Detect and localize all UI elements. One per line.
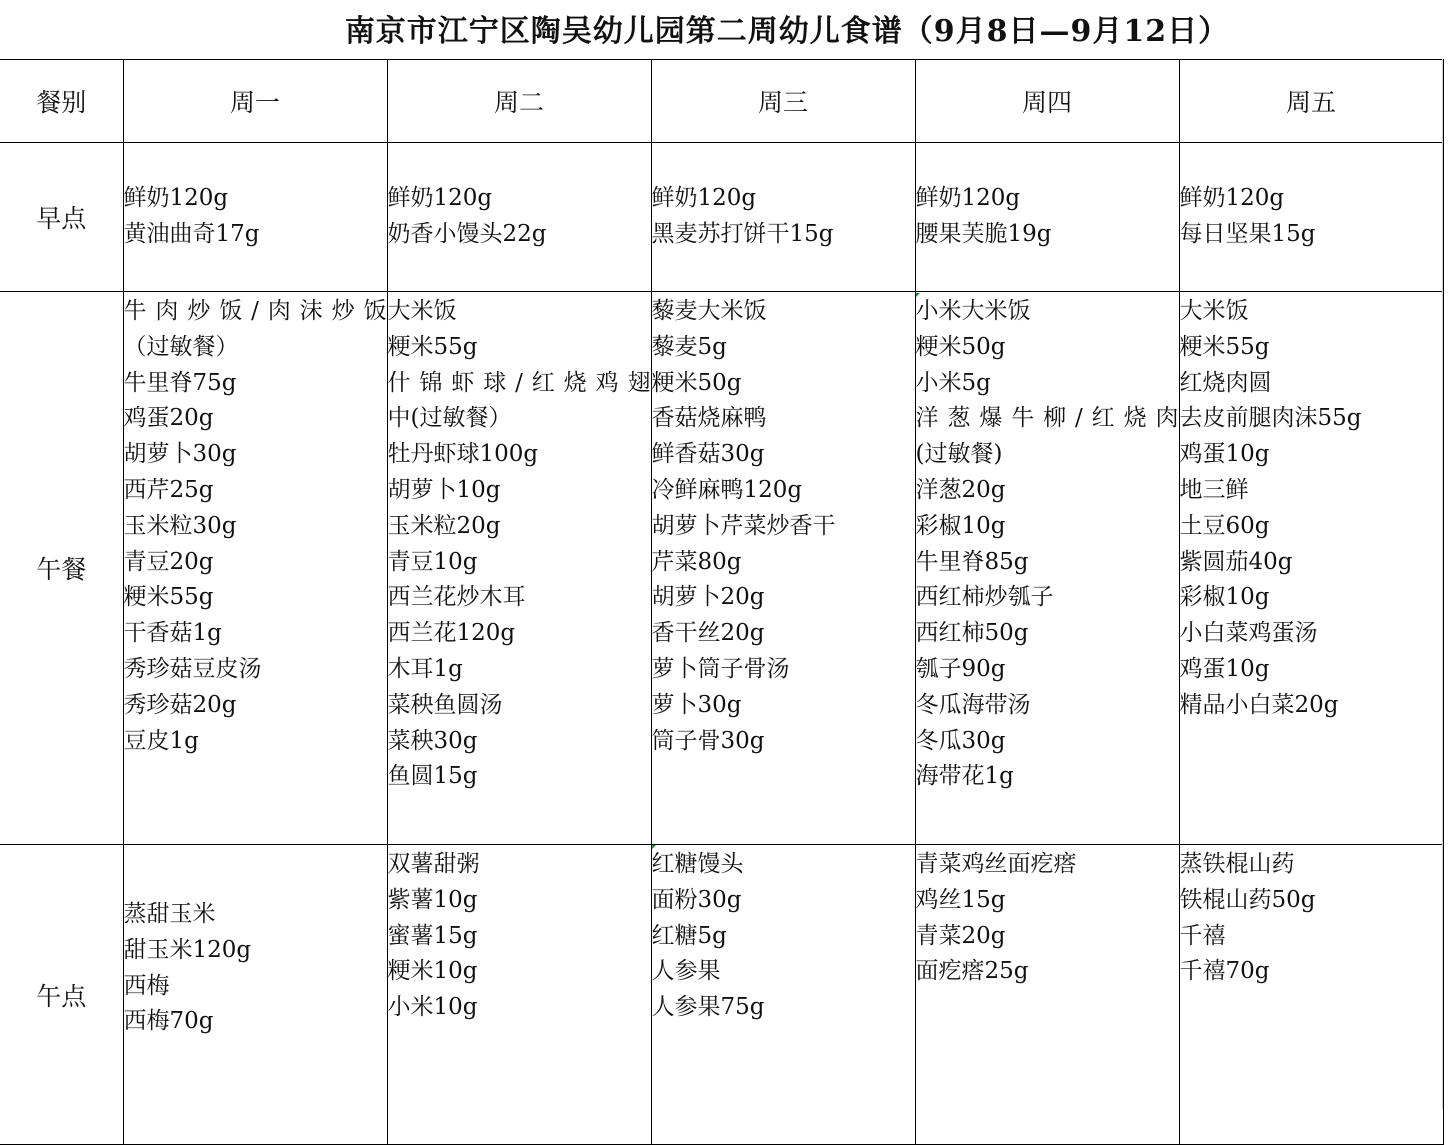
page-title xyxy=(0,10,1454,54)
sheet-gridline xyxy=(1442,59,1443,1109)
menu-item: 青菜20g xyxy=(915,922,1006,949)
menu-item: 牡丹虾球100g xyxy=(387,441,539,468)
menu-cell xyxy=(651,143,915,292)
menu-cell xyxy=(1179,143,1443,292)
menu-item: 青豆20g xyxy=(123,548,214,575)
menu-item: 玉米粒20g xyxy=(387,512,501,539)
menu-item: 大米饭 xyxy=(1179,298,1249,324)
menu-item: 地三鲜 xyxy=(1179,476,1249,503)
menu-item: 洋葱20g xyxy=(915,476,1006,503)
header-row xyxy=(0,60,1443,143)
menu-item: 鸡蛋10g xyxy=(1179,655,1270,682)
menu-item: 小米10g xyxy=(387,994,478,1021)
menu-item: 人参果 xyxy=(651,958,721,985)
menu-item: 小米大米饭 xyxy=(915,298,1031,324)
menu-cell xyxy=(915,292,1179,845)
menu-item: 西梅70g xyxy=(123,1008,214,1035)
menu-item: （过敏餐） xyxy=(123,333,239,360)
menu-item: 精品小白菜20g xyxy=(1179,691,1339,718)
menu-item: 鲜奶120g xyxy=(915,185,1021,212)
menu-item: 青豆10g xyxy=(387,548,478,575)
menu-item: 去皮前腿肉沫55g xyxy=(1179,405,1362,432)
menu-item: 鸡蛋20g xyxy=(123,405,214,432)
menu-item: 香菇烧麻鸭 xyxy=(651,405,767,432)
header-meal: 餐别 xyxy=(0,60,123,143)
meal-label-snack: 午点 xyxy=(0,845,123,1145)
menu-item: 大米饭 xyxy=(387,298,457,324)
menu-item: 每日坚果15g xyxy=(1179,221,1316,247)
menu-item: 彩椒10g xyxy=(1179,584,1270,611)
menu-item: 人参果75g xyxy=(651,994,765,1021)
menu-item: 面疙瘩25g xyxy=(915,958,1029,985)
menu-item: 青菜鸡丝面疙瘩 xyxy=(915,851,1077,877)
menu-item: 菜秧鱼圆汤 xyxy=(387,691,503,718)
menu-item: 菜秧30g xyxy=(387,727,478,754)
menu-item: 鱼圆15g xyxy=(387,763,478,790)
menu-cell xyxy=(123,292,387,845)
menu-item: 秀珍菇20g xyxy=(123,691,237,718)
menu-item: 鲜奶120g xyxy=(651,185,757,212)
menu-item: 红糖馒头 xyxy=(651,851,744,877)
menu-item: 木耳1g xyxy=(387,655,463,682)
menu-cell xyxy=(1179,292,1443,845)
cell-comment-marker xyxy=(916,293,920,297)
menu-cell xyxy=(915,845,1179,1145)
menu-item: 瓠子90g xyxy=(915,655,1006,682)
menu-item: 牛里脊85g xyxy=(915,548,1029,575)
header-day-mon: 周一 xyxy=(123,60,387,143)
menu-item: 冬瓜30g xyxy=(915,727,1006,754)
menu-table xyxy=(0,59,1444,1145)
menu-item: 鲜奶120g xyxy=(1179,185,1285,212)
menu-item: 西兰花炒木耳 xyxy=(387,584,526,611)
menu-item: 鲜香菇30g xyxy=(651,441,765,468)
meal-label-lunch: 午餐 xyxy=(0,292,123,845)
menu-item: 豆皮1g xyxy=(123,727,199,754)
menu-item: 洋葱爆牛柳/红烧肉 xyxy=(915,405,1179,432)
menu-item: 粳米10g xyxy=(387,958,478,985)
header-day-thu: 周四 xyxy=(915,60,1179,143)
lunch-row xyxy=(0,292,1443,845)
menu-item: 鸡蛋10g xyxy=(1179,441,1270,468)
menu-cell xyxy=(387,292,651,845)
menu-item: 千禧70g xyxy=(1179,958,1270,985)
menu-item: 秀珍菇豆皮汤 xyxy=(123,655,262,682)
menu-item: 藜麦5g xyxy=(651,333,727,360)
menu-item: 甜玉米120g xyxy=(123,936,252,963)
menu-item: 海带花1g xyxy=(915,763,1014,790)
menu-item: 冷鲜麻鸭120g xyxy=(651,476,803,503)
menu-item: 千禧 xyxy=(1179,922,1226,949)
header-day-tue: 周二 xyxy=(387,60,651,143)
menu-cell xyxy=(123,143,387,292)
menu-cell xyxy=(387,143,651,292)
menu-item: 双薯甜粥 xyxy=(387,851,480,877)
header-day-wed: 周三 xyxy=(651,60,915,143)
menu-item: 西芹25g xyxy=(123,476,214,503)
menu-cell xyxy=(915,143,1179,292)
menu-item: 干香菇1g xyxy=(123,620,222,647)
menu-item: 西梅 xyxy=(123,972,170,999)
menu-item: 小米5g xyxy=(915,369,991,396)
menu-item: 西兰花120g xyxy=(387,620,516,647)
menu-item: 红糖5g xyxy=(651,922,727,949)
menu-item: 蒸甜玉米 xyxy=(123,901,216,927)
menu-item: 紫圆茄40g xyxy=(1179,548,1293,575)
menu-item: 香干丝20g xyxy=(651,620,765,647)
menu-item: 小白菜鸡蛋汤 xyxy=(1179,620,1318,647)
menu-item: 黑麦苏打饼干15g xyxy=(651,221,834,247)
menu-cell xyxy=(387,845,651,1145)
menu-item: 芹菜80g xyxy=(651,548,742,575)
menu-item: 面粉30g xyxy=(651,886,742,913)
menu-item: 粳米50g xyxy=(651,369,742,396)
menu-item: 鸡丝15g xyxy=(915,886,1006,913)
menu-item: 西红柿50g xyxy=(915,620,1029,647)
snack-row xyxy=(0,845,1443,1145)
menu-item: 中(过敏餐） xyxy=(387,405,512,432)
menu-item: 胡萝卜20g xyxy=(651,584,765,611)
cell-comment-marker xyxy=(652,845,656,849)
menu-item: 筒子骨30g xyxy=(651,727,765,754)
menu-item: 奶香小馒头22g xyxy=(387,221,547,247)
menu-item: 藜麦大米饭 xyxy=(651,298,767,324)
menu-item: 红烧肉圆 xyxy=(1179,369,1272,396)
menu-item: 鲜奶120g xyxy=(123,185,229,212)
menu-item: 胡萝卜芹菜炒香干 xyxy=(651,512,836,539)
menu-item: 牛里脊75g xyxy=(123,369,237,396)
menu-item: 黄油曲奇17g xyxy=(123,221,260,247)
meal-label-breakfast: 早点 xyxy=(0,143,123,292)
menu-item: 鲜奶120g xyxy=(387,185,493,212)
menu-item: 铁棍山药50g xyxy=(1179,886,1316,913)
menu-item: 腰果芙脆19g xyxy=(915,221,1052,247)
menu-item: 粳米55g xyxy=(387,333,478,360)
menu-cell xyxy=(651,845,915,1145)
menu-cell xyxy=(651,292,915,845)
menu-item: 萝卜30g xyxy=(651,691,742,718)
menu-item: 土豆60g xyxy=(1179,512,1270,539)
menu-item: 粳米50g xyxy=(915,333,1006,360)
menu-item: 胡萝卜10g xyxy=(387,476,501,503)
menu-cell xyxy=(1179,845,1443,1145)
menu-item: (过敏餐) xyxy=(915,441,1003,468)
menu-item: 粳米55g xyxy=(123,584,214,611)
menu-item: 西红柿炒瓠子 xyxy=(915,584,1054,611)
header-day-fri: 周五 xyxy=(1179,60,1443,143)
menu-item: 胡萝卜30g xyxy=(123,441,237,468)
breakfast-row xyxy=(0,143,1443,292)
menu-item: 粳米55g xyxy=(1179,333,1270,360)
menu-item: 什锦虾球/红烧鸡翅 xyxy=(387,369,651,396)
menu-item: 蒸铁棍山药 xyxy=(1179,851,1295,877)
menu-item: 蜜薯15g xyxy=(387,922,478,949)
menu-item: 牛肉炒饭/肉沫炒饭 xyxy=(123,298,387,324)
menu-item: 紫薯10g xyxy=(387,886,478,913)
menu-item: 冬瓜海带汤 xyxy=(915,691,1031,718)
page-title-text: 南京市江宁区陶吴幼儿园第二周幼儿食谱（9月8日—9月12日） xyxy=(344,14,1230,49)
menu-cell xyxy=(123,845,387,1145)
menu-item: 彩椒10g xyxy=(915,512,1006,539)
menu-item: 萝卜筒子骨汤 xyxy=(651,655,790,682)
menu-item: 玉米粒30g xyxy=(123,512,237,539)
